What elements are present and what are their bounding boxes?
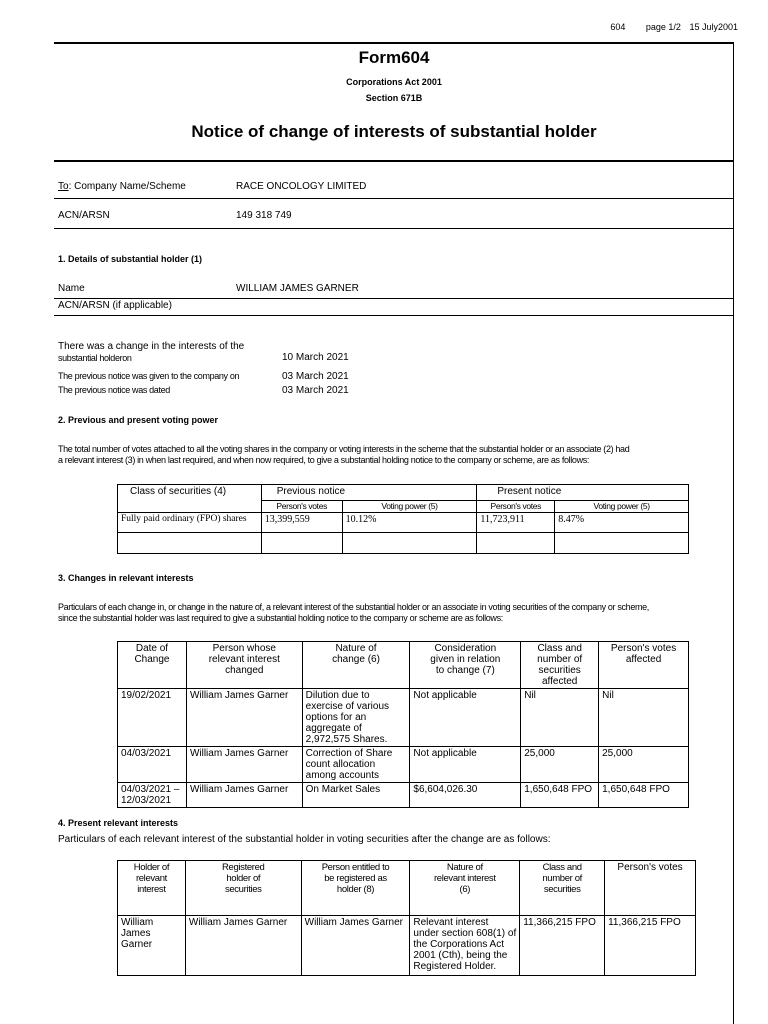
cell: 04/03/2021	[118, 747, 187, 783]
cell: $6,604,026.30	[410, 783, 521, 808]
cell: 19/02/2021	[118, 689, 187, 747]
column-header: Class and number of securities affected	[521, 642, 599, 689]
change-label-line1: There was a change in the interests of the	[58, 341, 245, 352]
cell: Not applicable	[410, 689, 521, 747]
cell: 11,366,215 FPO	[520, 916, 605, 976]
security-class: Fully paid ordinary (FPO) shares	[118, 513, 262, 533]
section-4-para: Particulars of each relevant interest of the substantial holder in voting securities after the change are as follows:	[58, 834, 551, 845]
column-header: Person whose relevant interest changed	[186, 642, 302, 689]
empty-cell	[342, 533, 477, 554]
divider	[54, 315, 734, 316]
column-header: Consideration given in relation to change (7)	[410, 642, 521, 689]
cell: 1,650,648 FPO	[521, 783, 599, 808]
table-row	[118, 747, 689, 783]
cell: William James Garner	[186, 783, 302, 808]
cell: 25,000	[521, 747, 599, 783]
section-1-heading: 1. Details of substantial holder (1)	[58, 254, 203, 264]
cell: Nil	[521, 689, 599, 747]
holder-name-label: Name	[58, 283, 85, 294]
table-header-row	[118, 485, 689, 501]
pres-votes: 11,723,911	[477, 513, 555, 533]
column-header: Date of Change	[118, 642, 187, 689]
empty-cell	[261, 533, 342, 554]
cell: Relevant interest under section 608(1) of the Corporations Act 2001 (Cth), being the Registered Holder.	[410, 916, 520, 976]
form-title: Form604	[358, 48, 430, 67]
section-3-para-line2: since the substantial holder was last required to give a substantial holding notice to the company or scheme are as follows:	[58, 613, 503, 623]
right-rule	[733, 42, 734, 1024]
table-header-row	[118, 861, 696, 916]
section-4-heading: 4. Present relevant interests	[58, 818, 179, 828]
column-header: Class and number of securities	[520, 861, 605, 916]
page-number: page 1/2	[645, 22, 681, 32]
section-3-para-line1: Particulars of each change in, or change in the nature of, a relevant interest of the substantial holder or an associate in voting securities of the company or scheme,	[58, 602, 649, 612]
column-header: Holder of relevant interest	[118, 861, 186, 916]
form-number: 604	[610, 22, 626, 32]
changes-table	[117, 641, 689, 808]
holder-acn-label: ACN/ARSN (if applicable)	[58, 300, 172, 311]
prev-votes: 13,399,559	[261, 513, 342, 533]
section-2-para-line1: The total number of votes attached to all the voting shares in the company or voting interests in the scheme that the substantial holder or an associate (2) had	[58, 444, 630, 454]
section-2-para-line2: a relevant interest (3) in when last required, and when now required, to give a substantial holding notice to the company or scheme, are as follows:	[58, 455, 590, 465]
empty-cell	[555, 533, 689, 554]
table-row	[118, 513, 689, 533]
column-header: Nature of change (6)	[302, 642, 410, 689]
empty-cell	[477, 533, 555, 554]
previous-given-date: 03 March 2021	[282, 371, 349, 382]
holder-name-value: WILLIAM JAMES GARNER	[236, 283, 359, 294]
change-date: 10 March 2021	[282, 352, 349, 363]
pres-votes-header: Person's votes	[477, 501, 555, 513]
voting-power-table	[117, 484, 689, 554]
cell: Dilution due to exercise of various options for an aggregate of 2,972,575 Shares.	[302, 689, 410, 747]
to-label: To: Company Name/Scheme	[58, 181, 186, 192]
top-rule	[54, 42, 734, 44]
prev-power-header: Voting power (5)	[342, 501, 477, 513]
section-3-heading: 3. Changes in relevant interests	[58, 573, 194, 583]
form-date: 15 July2001	[689, 22, 738, 32]
table-row	[118, 783, 689, 808]
pres-power-header: Voting power (5)	[555, 501, 689, 513]
cell: 1,650,648 FPO	[599, 783, 689, 808]
table-header-row	[118, 642, 689, 689]
title-rule	[54, 160, 734, 162]
cell: On Market Sales	[302, 783, 410, 808]
cell: William James Garner	[118, 916, 186, 976]
previous-dated-label: The previous notice was dated	[58, 385, 170, 395]
cell: 25,000	[599, 747, 689, 783]
prev-power: 10.12%	[342, 513, 477, 533]
previous-dated-date: 03 March 2021	[282, 385, 349, 396]
pres-power: 8.47%	[555, 513, 689, 533]
cell: William James Garner	[186, 689, 302, 747]
previous-notice-header: Previous notice	[261, 485, 477, 501]
table-row	[118, 916, 696, 976]
cell: 11,366,215 FPO	[605, 916, 696, 976]
cell: 04/03/2021 – 12/03/2021	[118, 783, 187, 808]
divider	[54, 298, 734, 299]
cell: Nil	[599, 689, 689, 747]
acn-label: ACN/ARSN	[58, 210, 110, 221]
column-header: Person's votes	[605, 861, 696, 916]
divider	[54, 228, 734, 229]
notice-title: Notice of change of interests of substantial holder	[191, 122, 597, 141]
cell: Not applicable	[410, 747, 521, 783]
table-row	[118, 689, 689, 747]
column-header: Person entitled to be registered as holder (8)	[301, 861, 410, 916]
previous-given-label: The previous notice was given to the company on	[58, 371, 240, 381]
change-label-line2: substantial holderon	[58, 353, 132, 363]
column-header: Person's votes affected	[599, 642, 689, 689]
present-interests-table	[117, 860, 696, 976]
act-title: Corporations Act 2001	[346, 77, 442, 87]
column-header: Nature of relevant interest (6)	[410, 861, 520, 916]
divider	[54, 198, 734, 199]
present-notice-header: Present notice	[477, 485, 689, 501]
company-name: RACE ONCOLOGY LIMITED	[236, 181, 367, 192]
class-header: Class of securities (4)	[118, 485, 262, 513]
empty-cell	[118, 533, 262, 554]
cell: William James Garner	[301, 916, 410, 976]
cell: Correction of Share count allocation among accounts	[302, 747, 410, 783]
column-header: Registered holder of securities	[185, 861, 301, 916]
cell: William James Garner	[186, 747, 302, 783]
table-row	[118, 533, 689, 554]
cell: William James Garner	[185, 916, 301, 976]
section-title: Section 671B	[365, 93, 423, 103]
page-header	[592, 22, 738, 32]
section-2-heading: 2. Previous and present voting power	[58, 415, 219, 425]
acn-value: 149 318 749	[236, 210, 292, 221]
prev-votes-header: Person's votes	[261, 501, 342, 513]
